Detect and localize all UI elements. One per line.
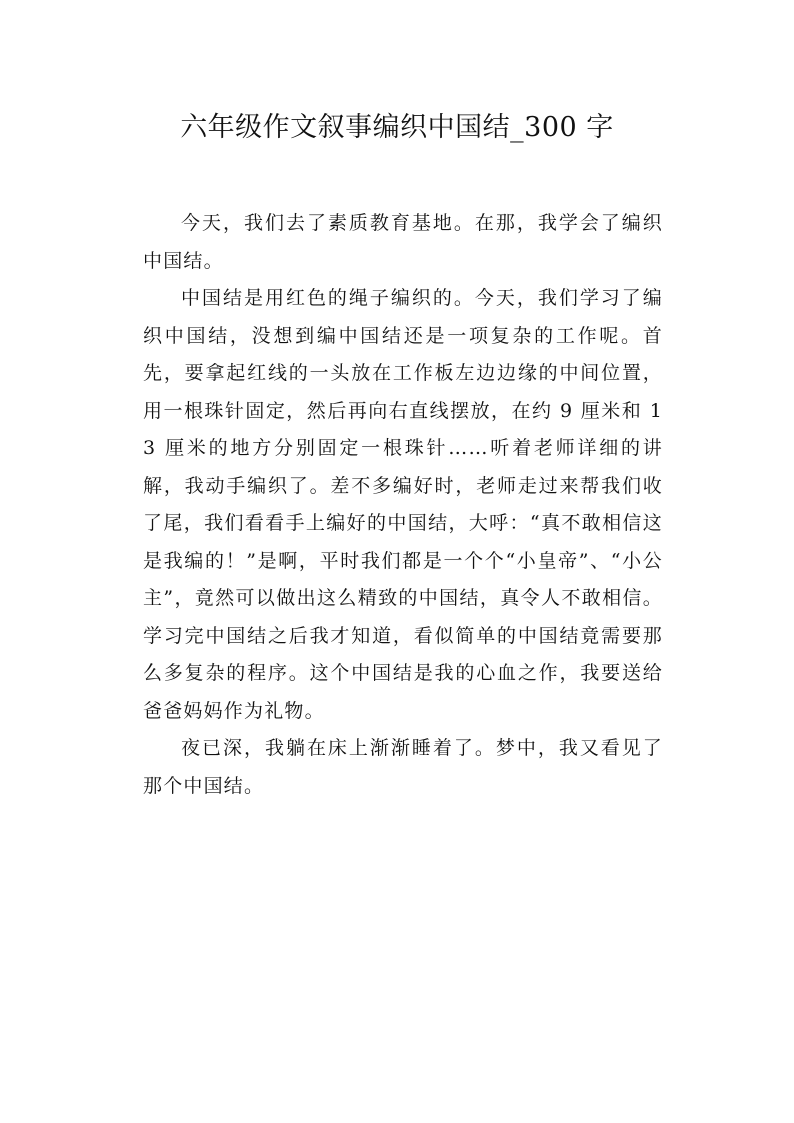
document-body <box>143 205 663 805</box>
paragraph-2: 中国结是用红色的绳子编织的。今天，我们学习了编织中国结，没想到编中国结还是一项复杂的工作呢。首先，要拿起红线的一头放在工作板左边边缘的中间位置，用一根珠针固定，然后再向右直线摆放，在约 9 厘米和 13 厘米的地方分别固定一根珠针……听着老师详细的讲解，我动手编织了。差不多编好时，老师走过来帮我们收了尾，我们看看手上编好的中国结，大呼：“真不敢相信这是我编的！”是啊，平时我们都是一个个“小皇帝”、“小公主”，竟然可以做出这么精致的中国结，真令人不敢相信。学习完中国结之后我才知道，看似简单的中国结竟需要那么多复杂的程序。这个中国结是我的心血之作，我要送给爸爸妈妈作为礼物。 <box>143 287 663 722</box>
document-title: 六年级作文叙事编织中国结_300 字 <box>180 112 614 143</box>
paragraph-1: 今天，我们去了素质教育基地。在那，我学会了编织中国结。 <box>143 212 663 272</box>
paragraph-3: 夜已深，我躺在床上渐渐睡着了。梦中，我又看见了那个中国结。 <box>143 737 663 797</box>
